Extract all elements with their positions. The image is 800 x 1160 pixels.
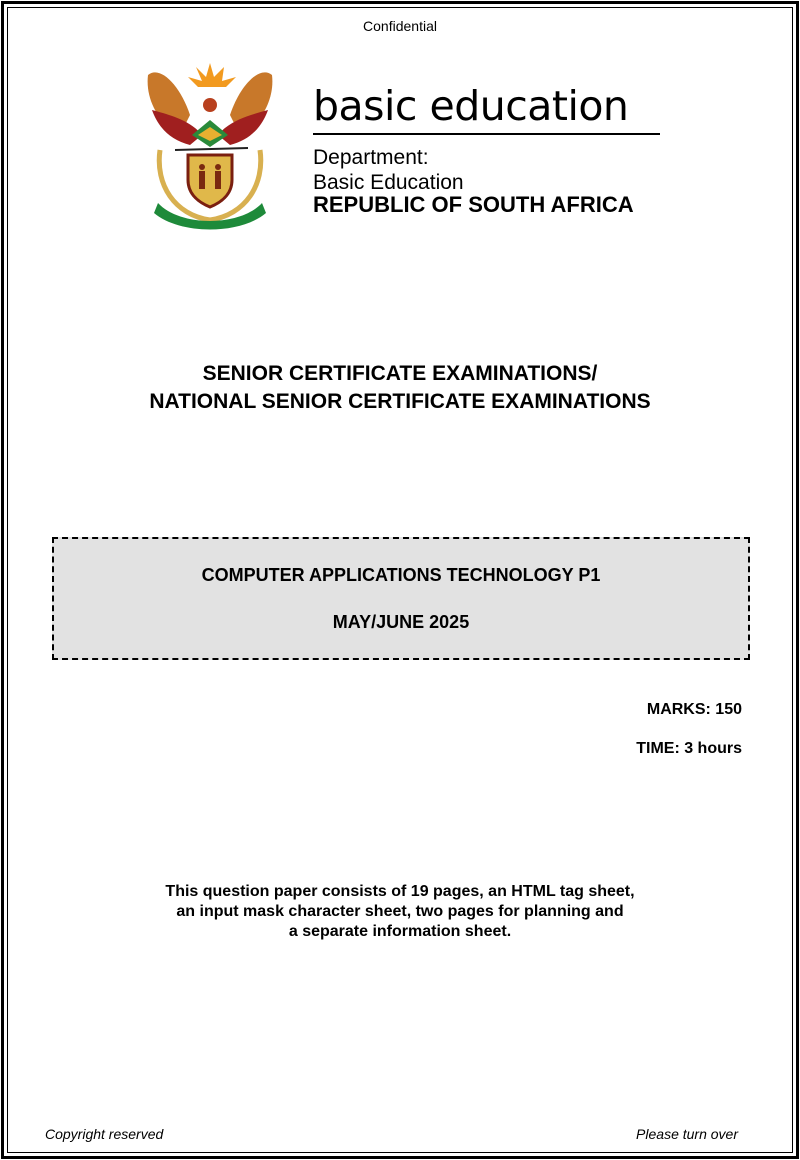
department-line1: Department: [313,146,429,169]
time-label: TIME: 3 hours [636,740,742,757]
paper-info [0,882,800,942]
brand-rule [313,133,660,135]
paper-info-line2: an input mask character sheet, two pages for planning and [176,903,624,920]
subject-box [52,537,750,660]
confidential-label: Confidential [363,18,437,34]
exam-title [0,360,800,416]
brand-wordmark: basic education [313,82,629,130]
exam-session: MAY/JUNE 2025 [332,612,470,632]
department-line2: Basic Education [313,171,464,194]
exam-title-line2: NATIONAL SENIOR CERTIFICATE EXAMINATIONS [149,390,651,413]
footer-copyright: Copyright reserved [45,1126,164,1142]
marks-label: MARKS: 150 [646,701,742,718]
coat-of-arms-logo [140,55,280,230]
subject-title: COMPUTER APPLICATIONS TECHNOLOGY P1 [201,565,601,585]
paper-info-line1: This question paper consists of 19 pages, an HTML tag sheet, [165,883,635,900]
footer-turn-over: Please turn over [636,1126,738,1142]
paper-info-line3: a separate information sheet. [288,923,512,940]
exam-title-line1: SENIOR CERTIFICATE EXAMINATIONS/ [202,362,598,385]
department-name [313,145,464,195]
country-name: REPUBLIC OF SOUTH AFRICA [313,192,634,217]
